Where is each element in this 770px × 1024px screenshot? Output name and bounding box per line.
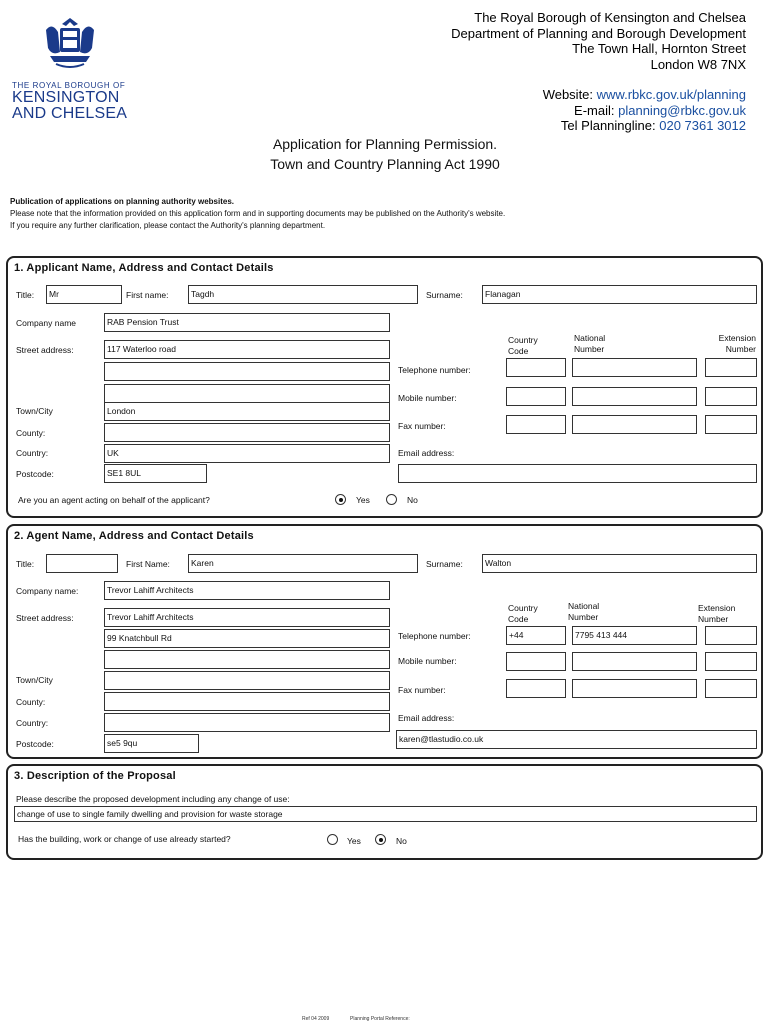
- org-line1: The Royal Borough of Kensington and Chelsea: [474, 10, 746, 25]
- country-label: Country:: [16, 448, 49, 458]
- title-label: Title:: [16, 290, 35, 300]
- applicant-fax-extension[interactable]: [705, 415, 757, 434]
- agent-no-label: No: [407, 495, 418, 505]
- proposal-description-field[interactable]: change of use to single family dwelling and provision for waste storage: [14, 806, 757, 822]
- tel-line: Tel Planningline: 020 7361 3012: [560, 118, 746, 133]
- applicant-mobile-extension[interactable]: [705, 387, 757, 406]
- agent-first-name-field[interactable]: Karen: [188, 554, 418, 573]
- agent-title-field[interactable]: [46, 554, 118, 573]
- started-yes-label: Yes: [347, 836, 361, 846]
- tel-number: 020 7361 3012: [659, 118, 746, 133]
- agent-street-label: Street address:: [16, 613, 74, 623]
- agent-surname-label: Surname:: [426, 559, 463, 569]
- section2-title: 2. Agent Name, Address and Contact Details: [14, 530, 254, 542]
- telephone-label: Telephone number:: [398, 365, 471, 375]
- street-label: Street address:: [16, 345, 74, 355]
- applicant-postcode-field[interactable]: SE1 8UL: [104, 464, 207, 483]
- applicant-town-field[interactable]: London: [104, 402, 390, 421]
- section-agent: [6, 524, 763, 759]
- town-label: Town/City: [16, 406, 53, 416]
- agent-tel-country-code[interactable]: +44: [506, 626, 566, 645]
- started-no-radio[interactable]: [375, 834, 386, 845]
- agent-company-field[interactable]: Trevor Lahiff Architects: [104, 581, 390, 600]
- fax-label: Fax number:: [398, 421, 446, 431]
- agent-fax-national[interactable]: [572, 679, 697, 698]
- applicant-tel-extension[interactable]: [705, 358, 757, 377]
- agent-street1-field[interactable]: Trevor Lahiff Architects: [104, 608, 390, 627]
- council-logo: [12, 12, 130, 122]
- agent-tel-national[interactable]: 7795 413 444: [572, 626, 697, 645]
- agent-national-number-header: National Number: [568, 601, 600, 622]
- mobile-label: Mobile number:: [398, 393, 457, 403]
- agent-company-label: Company name:: [16, 586, 79, 596]
- agent-postcode-field[interactable]: se5 9qu: [104, 734, 199, 753]
- national-number-header: National Number: [574, 333, 606, 354]
- section-applicant: [6, 256, 763, 518]
- applicant-country-field[interactable]: UK: [104, 444, 390, 463]
- applicant-street1-field[interactable]: 117 Waterloo road: [104, 340, 390, 359]
- applicant-fax-country-code[interactable]: [506, 415, 566, 434]
- agent-county-label: County:: [16, 697, 46, 707]
- started-yes-radio[interactable]: [327, 834, 338, 845]
- started-question: Has the building, work or change of use already started?: [18, 834, 231, 844]
- publication-line1: Please note that the information provided on this application form and in supporting documents may be published on the Authority's website.: [10, 209, 506, 218]
- agent-street3-field[interactable]: [104, 650, 390, 669]
- section-proposal: [6, 764, 763, 860]
- agent-title-label: Title:: [16, 559, 35, 569]
- agent-county-field[interactable]: [104, 692, 390, 711]
- logo-line1: THE ROYAL BOROUGH OF: [12, 81, 126, 90]
- applicant-tel-national[interactable]: [572, 358, 697, 377]
- agent-mobile-national[interactable]: [572, 652, 697, 671]
- applicant-street2-field[interactable]: [104, 362, 390, 381]
- publication-notice: [10, 196, 505, 232]
- applicant-company-field[interactable]: RAB Pension Trust: [104, 313, 390, 332]
- website-line: Website: www.rbkc.gov.uk/planning: [542, 87, 746, 102]
- agent-question: Are you an agent acting on behalf of the applicant?: [18, 495, 210, 505]
- surname-label: Surname:: [426, 290, 463, 300]
- logo-line2: KENSINGTON: [12, 89, 120, 106]
- agent-country-label: Country:: [16, 718, 49, 728]
- publication-line2: If you require any further clarification, please contact the Authority's planning department.: [10, 221, 326, 230]
- agent-fax-country-code[interactable]: [506, 679, 566, 698]
- applicant-email-field[interactable]: [398, 464, 757, 483]
- agent-street2-field[interactable]: 99 Knatchbull Rd: [104, 629, 390, 648]
- agent-mobile-label: Mobile number:: [398, 656, 457, 666]
- form-title-line1: Application for Planning Permission.: [272, 136, 498, 152]
- agent-fax-label: Fax number:: [398, 685, 446, 695]
- agent-no-radio[interactable]: [386, 494, 397, 505]
- agent-postcode-label: Postcode:: [16, 739, 54, 749]
- applicant-first-name-field[interactable]: Tagdh: [188, 285, 418, 304]
- describe-label: Please describe the proposed development including any change of use:: [16, 794, 290, 804]
- applicant-title-field[interactable]: Mr: [46, 285, 122, 304]
- agent-tel-extension[interactable]: [705, 626, 757, 645]
- agent-mobile-country-code[interactable]: [506, 652, 566, 671]
- agent-yes-radio[interactable]: [335, 494, 346, 505]
- postcode-label: Postcode:: [16, 469, 54, 479]
- agent-town-field[interactable]: [104, 671, 390, 690]
- agent-email-field[interactable]: karen@tlastudio.co.uk: [396, 730, 757, 749]
- footer-ref: Ref 04 2009: [302, 1016, 330, 1022]
- agent-country-field[interactable]: [104, 713, 390, 732]
- first-name-label: First name:: [126, 290, 169, 300]
- country-code-header: Country Code: [508, 335, 538, 356]
- agent-email-label: Email address:: [398, 713, 455, 723]
- email-line: E-mail: planning@rbkc.gov.uk: [574, 102, 746, 118]
- applicant-mobile-country-code[interactable]: [506, 387, 566, 406]
- agent-country-code-header: Country Code: [508, 603, 538, 624]
- agent-mobile-extension[interactable]: [705, 652, 757, 671]
- form-title: [0, 134, 770, 174]
- agent-first-name-label: First Name:: [126, 559, 170, 569]
- org-line2: Department of Planning and Borough Development: [451, 25, 746, 41]
- org-line4: London W8 7NX: [650, 56, 746, 72]
- publication-heading: Publication of applications on planning authority websites.: [10, 197, 235, 206]
- applicant-street3-field[interactable]: [104, 384, 390, 403]
- applicant-tel-country-code[interactable]: [506, 358, 566, 377]
- council-address: [451, 10, 746, 134]
- agent-fax-extension[interactable]: [705, 679, 757, 698]
- applicant-fax-national[interactable]: [572, 415, 697, 434]
- extension-number-header: Extension Number: [718, 333, 756, 354]
- agent-extension-number-header: Extension Number: [698, 603, 736, 624]
- agent-telephone-label: Telephone number:: [398, 631, 471, 641]
- county-label: County:: [16, 428, 46, 438]
- section1-title: 1. Applicant Name, Address and Contact Details: [14, 262, 274, 274]
- applicant-county-field[interactable]: [104, 423, 390, 442]
- applicant-surname-field[interactable]: Flanagan: [482, 285, 757, 304]
- email-link[interactable]: planning@rbkc.gov.uk: [618, 102, 746, 118]
- form-title-line2: Town and Country Planning Act 1990: [270, 156, 500, 172]
- email-label: Email address:: [398, 448, 455, 458]
- coat-of-arms-icon: [38, 12, 102, 74]
- section3-title: 3. Description of the Proposal: [14, 770, 176, 782]
- agent-yes-label: Yes: [356, 495, 370, 505]
- applicant-mobile-national[interactable]: [572, 387, 697, 406]
- agent-town-label: Town/City: [16, 675, 53, 685]
- logo-line3: AND CHELSEA: [12, 105, 128, 122]
- org-line3: The Town Hall, Hornton Street: [572, 41, 746, 56]
- company-label: Company name: [16, 318, 77, 328]
- agent-surname-field[interactable]: Walton: [482, 554, 757, 573]
- started-no-label: No: [396, 836, 407, 846]
- footer-portal-reference: Planning Portal Reference:: [350, 1016, 410, 1022]
- website-link[interactable]: www.rbkc.gov.uk/planning: [596, 87, 746, 102]
